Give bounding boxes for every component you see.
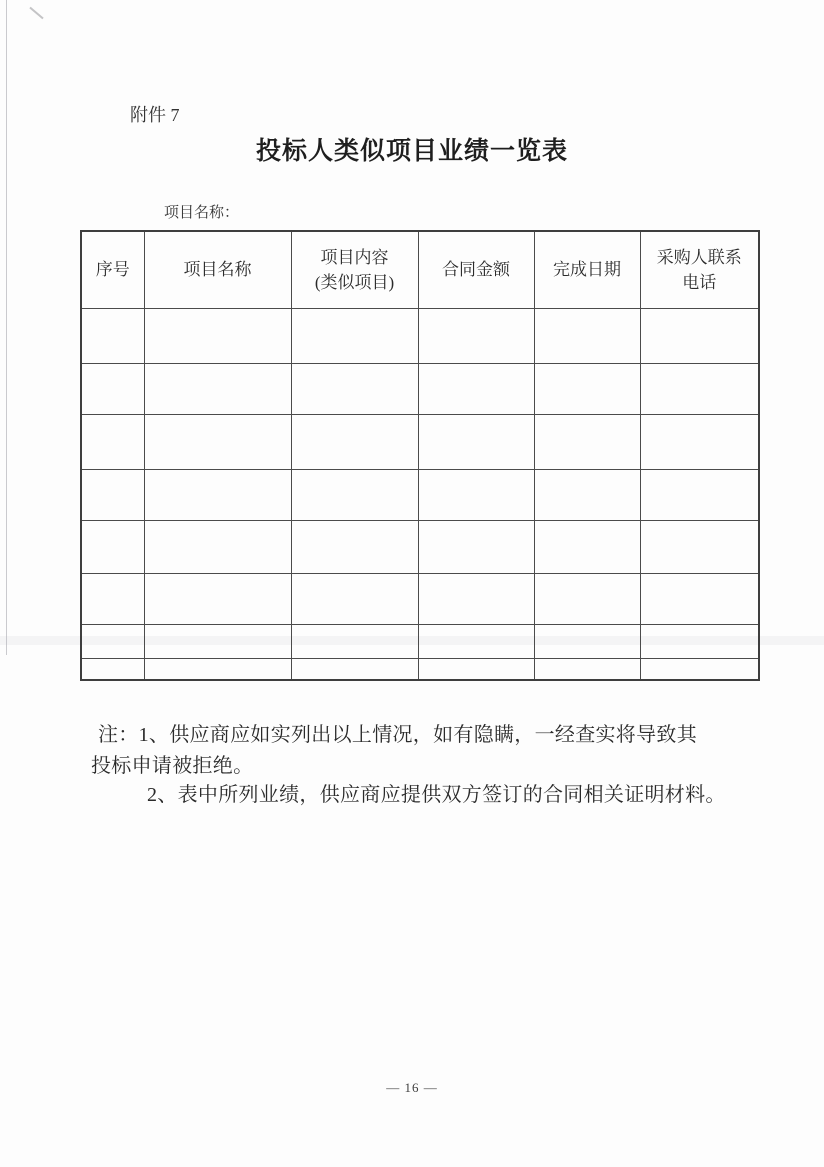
table-cell: [81, 469, 144, 520]
table-cell: [534, 308, 640, 363]
table-cell: [81, 573, 144, 624]
project-name-label: 项目名称：: [164, 205, 240, 221]
table-cell: [534, 520, 640, 573]
table-cell: [534, 624, 640, 658]
table-row: [81, 414, 759, 469]
table-cell: [144, 624, 291, 658]
table-cell: [418, 624, 534, 658]
table-cell: [81, 414, 144, 469]
column-header-seq-no: [81, 231, 144, 308]
column-header-label: 采购人联系: [656, 247, 742, 267]
table-cell: [81, 363, 144, 414]
table-cell: [534, 658, 640, 680]
table-cell: [144, 308, 291, 363]
table-cell: [291, 658, 418, 680]
column-header-label: 序号: [95, 260, 130, 280]
table-cell: [81, 308, 144, 363]
table-cell: [291, 624, 418, 658]
table-cell: [418, 658, 534, 680]
column-header-label: 项目名称: [183, 260, 252, 280]
table-cell: [640, 624, 759, 658]
table-header-row: [81, 231, 759, 308]
column-header-label: (类似项目): [314, 272, 395, 292]
table-cell: [144, 363, 291, 414]
table-cell: [291, 414, 418, 469]
scan-artifact-left-edge-line: [6, 0, 7, 655]
note-line-3: 2、表中所列业绩，供应商应提供双方签订的合同相关证明材料。: [147, 784, 726, 806]
column-header-label: 项目内容: [320, 247, 389, 267]
table-row: [81, 469, 759, 520]
table-cell: [291, 520, 418, 573]
column-header-label: 合同金额: [442, 260, 510, 280]
table-row: [81, 520, 759, 573]
table-cell: [144, 658, 291, 680]
table-row: [81, 658, 759, 680]
table-cell: [81, 624, 144, 658]
table-cell: [640, 520, 759, 573]
performance-table: [80, 230, 760, 681]
table-cell: [81, 658, 144, 680]
column-header-project-content: [291, 231, 418, 308]
table-cell: [418, 573, 534, 624]
table-cell: [418, 363, 534, 414]
table-cell: [81, 520, 144, 573]
column-header-label: 完成日期: [553, 260, 621, 280]
table-cell: [640, 573, 759, 624]
column-header-contract-amount: [418, 231, 534, 308]
table-cell: [144, 573, 291, 624]
table-cell: [640, 658, 759, 680]
table-row: [81, 573, 759, 624]
table-cell: [640, 308, 759, 363]
table-cell: [640, 469, 759, 520]
table-cell: [291, 363, 418, 414]
table-cell: [291, 469, 418, 520]
column-header-label: 电话: [682, 272, 717, 292]
table-cell: [418, 469, 534, 520]
column-header-project-name: [144, 231, 291, 308]
table-cell: [534, 573, 640, 624]
table-cell: [418, 308, 534, 363]
note-line-1: 注：1、供应商应如实列出以上情况，如有隐瞒，一经查实将导致其: [98, 724, 697, 746]
table-cell: [534, 414, 640, 469]
table-cell: [144, 469, 291, 520]
table-row: [81, 624, 759, 658]
table-row: [81, 308, 759, 363]
table-cell: [640, 414, 759, 469]
note-line-2: 投标申请被拒绝。: [91, 755, 254, 777]
table-cell: [418, 520, 534, 573]
table-cell: [291, 308, 418, 363]
table-body: [81, 308, 759, 680]
scan-artifact-smudge: [29, 7, 43, 19]
column-header-purchaser-phone: [640, 231, 759, 308]
table-cell: [534, 363, 640, 414]
table-cell: [534, 469, 640, 520]
attachment-label: 附件 7: [130, 105, 180, 125]
column-header-completion-date: [534, 231, 640, 308]
table-cell: [291, 573, 418, 624]
page-title: 投标人类似项目业绩一览表: [255, 138, 568, 165]
page-number: — 16 —: [386, 1080, 438, 1095]
table-row: [81, 363, 759, 414]
table-cell: [640, 363, 759, 414]
table-cell: [418, 414, 534, 469]
table-cell: [144, 520, 291, 573]
table-cell: [144, 414, 291, 469]
